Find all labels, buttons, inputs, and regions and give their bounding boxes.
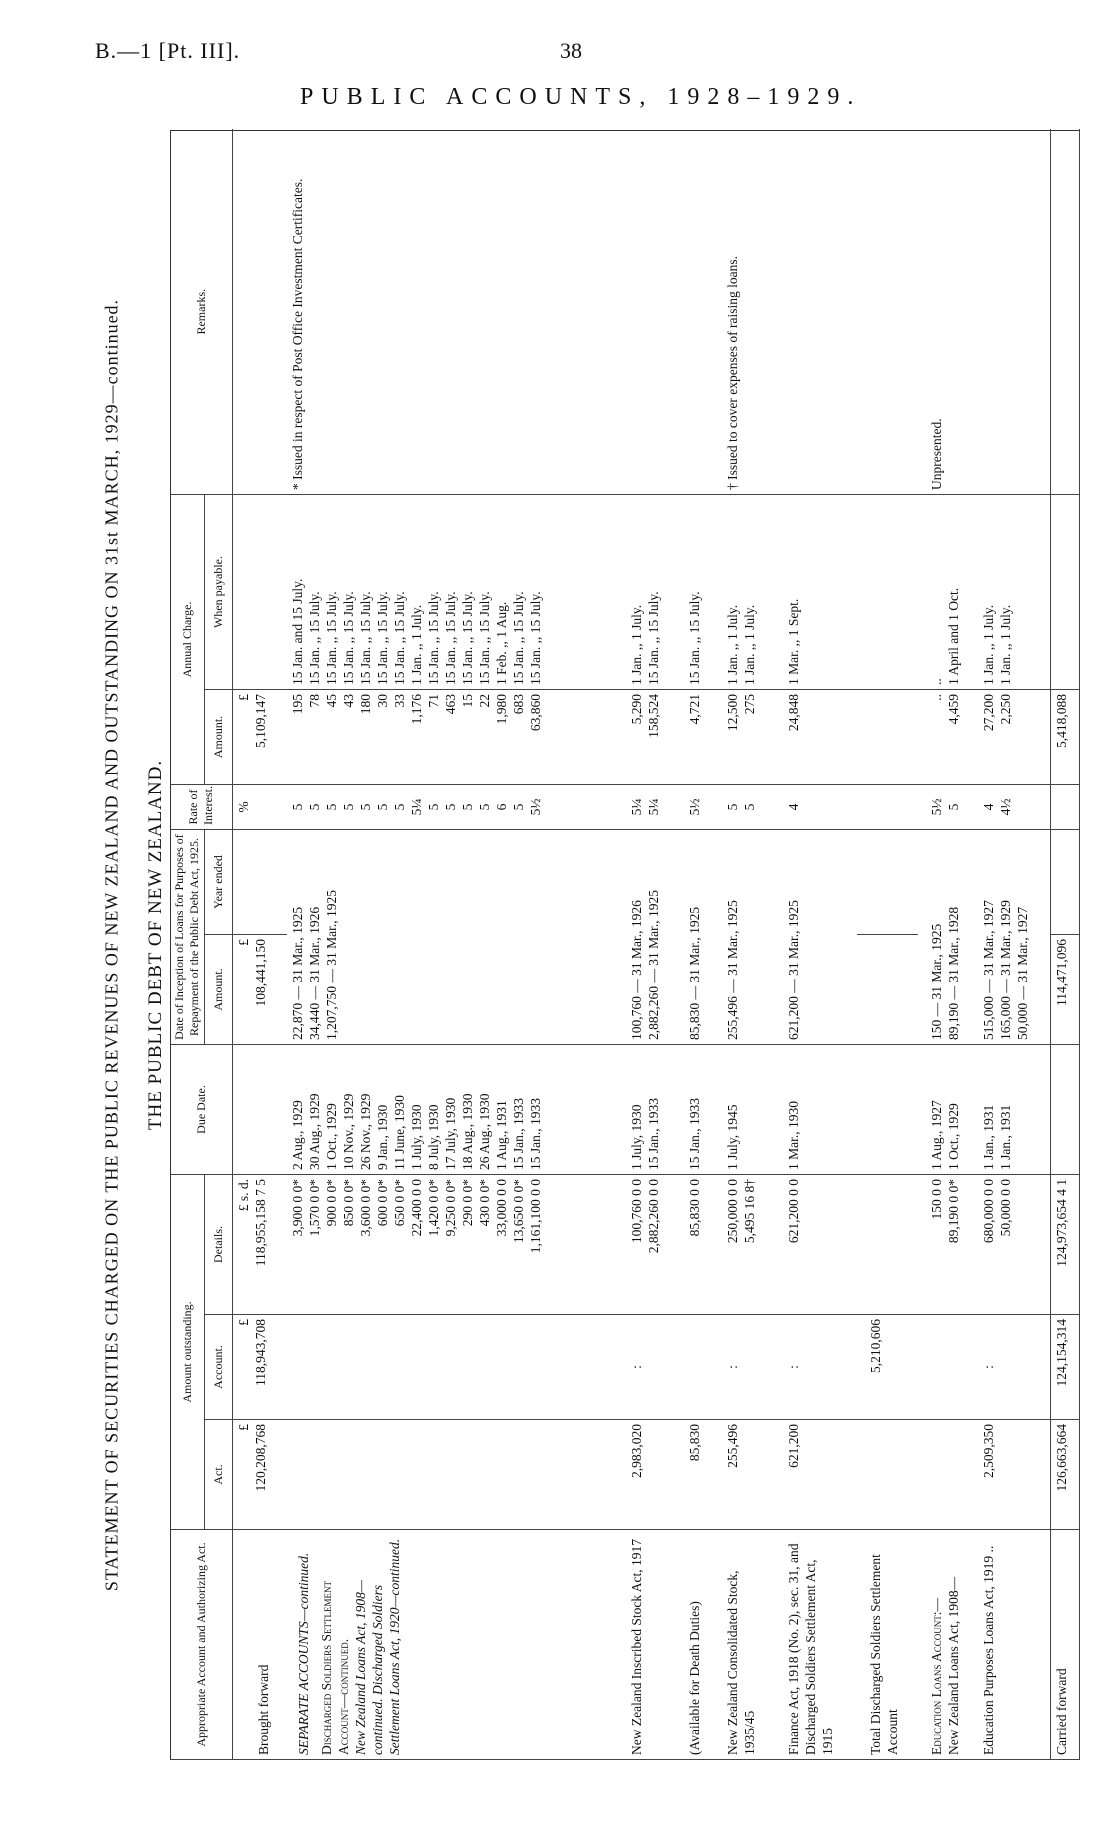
edu-payable [918, 494, 978, 689]
rate-unit-cell [233, 784, 287, 829]
list-item: 5½ [527, 798, 543, 816]
list-item: 43 [340, 693, 356, 708]
list-item: 650 0 0* [391, 1179, 407, 1227]
consol-label: New Zealand Consolidated Stock, 1935/45 [714, 1530, 774, 1760]
list-item: 1,980 [493, 693, 509, 725]
carried-acct: 124,154,314 [1051, 1315, 1080, 1420]
col-annual: Annual Charge. [170, 494, 205, 784]
page-title: PUBLIC ACCOUNTS, 1928–1929. [300, 84, 862, 110]
list-item: 5½ [928, 798, 944, 816]
list-item: 6 [493, 803, 509, 811]
list-item: 27,200 [980, 693, 996, 732]
empty-cell [918, 1420, 978, 1530]
table-row [857, 129, 917, 1759]
edupur-due [978, 1045, 1051, 1175]
finance-acct: : [775, 1315, 858, 1420]
list-item: 11 June, 1930 [391, 1095, 407, 1170]
list-item: 1,420 0 0* [425, 1179, 441, 1237]
unit: £ [236, 1319, 251, 1326]
col-remarks: Remarks. [170, 129, 233, 494]
empty-cell [857, 689, 917, 784]
consol-rate [714, 784, 774, 829]
edu-inc [918, 829, 978, 1044]
list-item: 50,000 0 0 [997, 1179, 1013, 1237]
death-act: 85,830 [676, 1420, 714, 1530]
list-item: 17 July, 1930 [442, 1097, 458, 1170]
death-details: 85,830 0 0 [676, 1175, 714, 1315]
dssa-payable [287, 494, 627, 689]
death-rate: 5½ [676, 784, 714, 829]
death-inc: 85,830 — 31 Mar., 1925 [676, 829, 714, 1044]
list-item: .. [928, 693, 944, 701]
finance-due: 1 Mar., 1930 [775, 1045, 858, 1175]
carried-details: 124,973,654 4 1 [1051, 1175, 1080, 1315]
list-item: 15 Jan. ,, 15 July. [646, 591, 662, 685]
empty-cell [857, 935, 917, 1045]
unit: % [236, 801, 251, 813]
dssa-details [287, 1175, 627, 1315]
unit: £ [236, 1424, 251, 1431]
brought-act: 120,208,768 [253, 1424, 268, 1492]
list-item: 18 Aug., 1930 [459, 1093, 475, 1170]
debt-table-rotated [170, 130, 1080, 1760]
page-number: 38 [560, 38, 582, 63]
list-item: 5 [374, 803, 390, 811]
dssa-rate [287, 784, 627, 829]
nzisa-inc [626, 829, 676, 1044]
edupur-acct: : [978, 1315, 1051, 1420]
list-item: 5 [357, 803, 373, 811]
list-item: 15 Jan. ,, 15 July. [425, 591, 441, 685]
carried-inc: 114,471,096 [1051, 935, 1080, 1045]
unit: £ [236, 1204, 251, 1212]
dssa-label-cell [287, 1530, 627, 1760]
death-payable: 15 Jan. ,, 15 July. [676, 494, 714, 689]
list-item: 195 [289, 693, 305, 715]
empty-cell [233, 494, 287, 689]
brought-act-cell [233, 1420, 287, 1530]
dssa-due [287, 1045, 627, 1175]
list-item: 2,250 [997, 693, 1013, 725]
list-item: 5 [425, 803, 441, 811]
list-item: 15 Jan. ,, 15 July. [374, 591, 390, 685]
list-item: 22,870 — 31 Mar., 1925 [289, 906, 305, 1040]
nzisa-acct: : [626, 1315, 676, 1420]
dssa-acts: New Zealand Loans Act, 1908—continued. Discharged Soldiers Settlement Loans Act, 1920—continued. [352, 1538, 402, 1755]
empty-cell [857, 1420, 917, 1530]
death-due: 15 Jan., 1933 [676, 1045, 714, 1175]
list-item: 3,900 0 0* [289, 1179, 305, 1237]
list-item: 1 Jan. ,, 1 July. [980, 604, 996, 685]
list-item: 15 Jan. ,, 15 July. [510, 591, 526, 685]
col-outstanding: Amount outstanding. [170, 1175, 205, 1530]
list-item: 1,176 [408, 693, 424, 725]
carried-annual: 5,418,088 [1051, 689, 1080, 784]
list-item: 275 [742, 693, 758, 715]
list-item: 515,000 — 31 Mar., 1927 [980, 900, 996, 1040]
list-item: 250,000 0 0 [725, 1179, 741, 1244]
consol-payable [714, 494, 774, 689]
empty-cell [857, 129, 917, 494]
brought-annual: 5,109,147 [253, 693, 268, 748]
empty-cell [857, 1175, 917, 1315]
dssa-inc [287, 829, 627, 1044]
list-item: 1 July, 1930 [408, 1104, 424, 1170]
empty-cell [1051, 829, 1080, 934]
edupur-annual [978, 689, 1051, 784]
remark-unpresented: Unpresented. [918, 129, 978, 494]
empty-cell [233, 829, 287, 934]
finance-inc: 621,200 — 31 Mar., 1925 [775, 829, 858, 1044]
list-item: 1 Jan. ,, 1 July. [742, 604, 758, 685]
total-dss-acct: 5,210,606 [857, 1315, 917, 1420]
unit: £ [236, 693, 251, 701]
consol-details [714, 1175, 774, 1315]
list-item: 5 [945, 803, 961, 811]
list-item: 5¼ [408, 798, 424, 816]
empty-cell [233, 1045, 287, 1175]
brought-inc: 108,441,150 [253, 939, 268, 1007]
col-ann-amount: Amount. [205, 689, 233, 784]
list-item: 3,600 0 0* [357, 1179, 373, 1237]
nzisa-due [626, 1045, 676, 1175]
list-item: 1,570 0 0* [306, 1179, 322, 1237]
edu-details [918, 1175, 978, 1315]
list-item: 13,650 0 0* [510, 1179, 526, 1244]
col-account: Appropriate Account and Authorizing Act. [170, 1530, 233, 1760]
remark-raising: † Issued to cover expenses of raising loans. [714, 129, 774, 494]
empty-cell [1051, 1045, 1080, 1175]
col-act: Act. [205, 1420, 233, 1530]
list-item: 2,882,260 0 0 [646, 1179, 662, 1254]
empty-cell [857, 494, 917, 689]
col-inception: Date of Inception of Loans for Purposes of Repayment of the Public Debt Act, 1925. [170, 829, 205, 1044]
list-item: 9,250 0 0* [442, 1179, 458, 1237]
list-item: 1 July, 1930 [629, 1104, 645, 1170]
list-item: 2,882,260 — 31 Mar., 1925 [646, 890, 662, 1040]
consol-annual [714, 689, 774, 784]
list-item: 1 Jan. ,, 1 July. [629, 604, 645, 685]
dssa-annual [287, 689, 627, 784]
nzisa-details [626, 1175, 676, 1315]
list-item: 180 [357, 693, 373, 715]
consol-act: 255,496 [714, 1420, 774, 1530]
list-item: 100,760 — 31 Mar., 1926 [629, 900, 645, 1040]
table-row [626, 129, 676, 1759]
list-item: 683 [510, 693, 526, 715]
report-reference: B.—1 [Pt. III]. [95, 38, 241, 63]
debt-table [170, 129, 1080, 1760]
list-item: 15 Jan. ,, 15 July. [476, 591, 492, 685]
list-item: 15 Jan., 1933 [510, 1098, 526, 1170]
list-item: 5 [725, 803, 741, 811]
edu-rate [918, 784, 978, 829]
list-item: 89,190 0 0* [945, 1179, 961, 1244]
list-item: 5 [476, 803, 492, 811]
debt-title: THE PUBLIC DEBT OF NEW ZEALAND. [145, 759, 166, 1131]
list-item: 15 Jan. ,, 15 July. [306, 591, 322, 685]
list-item: 12,500 [725, 693, 741, 732]
list-item: 1 Aug., 1927 [928, 1100, 944, 1170]
list-item: 34,440 — 31 Mar., 1926 [306, 906, 322, 1040]
list-item: 5 [459, 803, 475, 811]
edupur-rate [978, 784, 1051, 829]
list-item: 5 [306, 803, 322, 811]
unit-sd: s. d. [236, 1179, 251, 1202]
edupur-label: Education Purposes Loans Act, 1919 .. [978, 1530, 1051, 1760]
list-item: 1 Aug., 1931 [493, 1100, 509, 1170]
list-item: .. [928, 678, 944, 685]
empty-cell [287, 1420, 627, 1530]
brought-details: 118,955,158 7 5 [253, 1179, 268, 1267]
empty-cell [1051, 784, 1080, 829]
list-item: 1 Oct., 1929 [945, 1103, 961, 1170]
list-item: 5 [510, 803, 526, 811]
nzisa-payable [626, 494, 676, 689]
list-item: 4 [980, 803, 996, 811]
brought-label: Brought forward [233, 1530, 287, 1760]
empty-cell [978, 129, 1051, 494]
col-acct: Account. [205, 1315, 233, 1420]
list-item: 1 Jan. ,, 1 July. [408, 604, 424, 685]
list-item: 4,459 [945, 693, 961, 725]
col-rate: Rate of Interest. [170, 784, 233, 829]
finance-act: 621,200 [775, 1420, 858, 1530]
carried-label: Carried forward [1051, 1530, 1080, 1760]
col-inc-amount: Amount. [205, 935, 233, 1045]
list-item: 15 Jan. ,, 15 July. [459, 591, 475, 685]
list-item: 15 Jan. and 15 July. [289, 578, 305, 685]
unit: £ [236, 939, 251, 946]
list-item: 1 Feb. ,, 1 Aug. [493, 601, 509, 685]
finance-label: Finance Act, 1918 (No. 2), sec. 31, and Discharged Soldiers Settlement Act, 1915 [775, 1530, 858, 1760]
list-item: 5 [323, 803, 339, 811]
list-item: 5 [391, 803, 407, 811]
list-item: 430 0 0* [476, 1179, 492, 1227]
edupur-act: 2,509,350 [978, 1420, 1051, 1530]
finance-details: 621,200 0 0 [775, 1175, 858, 1315]
remark-post-office: * Issued in respect of Post Office Investment Certificates. [287, 129, 627, 494]
empty-cell [918, 1315, 978, 1420]
death-label: (Available for Death Duties) [676, 1530, 714, 1760]
list-item: 15 Jan., 1933 [527, 1098, 543, 1170]
list-item: 15 Jan., 1933 [646, 1098, 662, 1170]
edupur-details [978, 1175, 1051, 1315]
list-item: 9 Jan., 1930 [374, 1104, 390, 1170]
carried-act: 126,663,664 [1051, 1420, 1080, 1530]
statement-title: STATEMENT OF SECURITIES CHARGED ON THE PUBLIC REVENUES OF NEW ZEALAND AND OUTSTANDING ON 31st MARCH, 1929—continued. [101, 298, 122, 1592]
empty-cell [857, 784, 917, 829]
table-row [775, 129, 858, 1759]
list-item: 50,000 — 31 Mar., 1927 [1014, 906, 1030, 1040]
list-item: 680,000 0 0 [980, 1179, 996, 1244]
empty-cell [287, 1315, 627, 1420]
list-item: 78 [306, 693, 322, 708]
list-item: 71 [425, 693, 441, 708]
death-annual: 4,721 [676, 689, 714, 784]
table-row [714, 129, 774, 1759]
edu-label: Education Loans Account:— [928, 1597, 944, 1755]
table-row [676, 129, 714, 1759]
edupur-payable [978, 494, 1051, 689]
empty-cell [857, 829, 917, 934]
consol-due: 1 July, 1945 [714, 1045, 774, 1175]
col-payable: When payable. [205, 494, 233, 689]
list-item: 5 [289, 803, 305, 811]
list-item: 1 Jan. ,, 1 July. [997, 604, 1013, 685]
list-item: 5¼ [629, 798, 645, 816]
empty-cell [626, 129, 676, 494]
list-item: 15 Jan. ,, 15 July. [340, 591, 356, 685]
table-row [1051, 129, 1080, 1759]
finance-rate: 4 [775, 784, 858, 829]
list-item: 1,161,100 0 0 [527, 1179, 543, 1254]
empty-cell [857, 1045, 917, 1175]
list-item: 5 [742, 803, 758, 811]
list-item: 463 [442, 693, 458, 715]
edu-annual [918, 689, 978, 784]
list-item: 1 Oct., 1929 [323, 1103, 339, 1170]
list-item: 15 Jan. ,, 15 July. [391, 591, 407, 685]
list-item: 22,400 0 0 [408, 1179, 424, 1237]
list-item: 158,524 [646, 693, 662, 738]
list-item: 30 Aug., 1929 [306, 1093, 322, 1170]
table-row [233, 129, 287, 1759]
empty-cell [1051, 494, 1080, 689]
edupur-inc [978, 829, 1051, 1044]
brought-annual-cell [233, 689, 287, 784]
list-item: 900 0 0* [323, 1179, 339, 1227]
list-item: 5 [340, 803, 356, 811]
list-item: 1 Jan., 1931 [980, 1104, 996, 1170]
empty-cell [1051, 129, 1080, 494]
list-item: 10 Nov., 1929 [340, 1093, 356, 1170]
list-item: 63,860 [527, 693, 543, 732]
list-item: 15 Jan. ,, 15 July. [323, 591, 339, 685]
list-item: 89,190 — 31 Mar., 1928 [945, 906, 961, 1040]
table-row [918, 129, 978, 1759]
list-item: 165,000 — 31 Mar., 1929 [997, 900, 1013, 1040]
list-item: 290 0 0* [459, 1179, 475, 1227]
list-item: 850 0 0* [340, 1179, 356, 1227]
side-titles [98, 130, 170, 1760]
list-item: 1 Jan. ,, 1 July. [725, 604, 741, 685]
list-item: 45 [323, 693, 339, 708]
list-item: 15 Jan. ,, 15 July. [442, 591, 458, 685]
list-item: 150 — 31 Mar., 1925 [928, 923, 944, 1040]
table-row [978, 129, 1051, 1759]
list-item: 1,207,750 — 31 Mar., 1925 [323, 890, 339, 1040]
list-item: 26 Aug., 1930 [476, 1093, 492, 1170]
list-item: 2 Aug., 1929 [289, 1100, 305, 1170]
nzisa-act: 2,983,020 [626, 1420, 676, 1530]
list-item: 15 Jan. ,, 15 July. [527, 591, 543, 685]
list-item: 600 0 0* [374, 1179, 390, 1227]
list-item: 5,495 16 8† [742, 1179, 758, 1244]
edu-due [918, 1045, 978, 1175]
total-dss-label: Total Discharged Soldiers Settlement Account [857, 1530, 917, 1760]
empty-cell [676, 129, 714, 494]
list-item: 100,760 0 0 [629, 1179, 645, 1244]
list-item: 5 [442, 803, 458, 811]
nzisa-label: New Zealand Inscribed Stock Act, 1917 [626, 1530, 676, 1760]
brought-acct: 118,943,708 [253, 1319, 268, 1386]
empty-cell [775, 129, 858, 494]
list-item: 150 0 0 [928, 1179, 944, 1220]
list-item: 15 Jan. ,, 15 July. [357, 591, 373, 685]
brought-details-cell [233, 1175, 287, 1315]
list-item: 26 Nov., 1929 [357, 1093, 373, 1170]
list-item: 33 [391, 693, 407, 708]
edu-act-label: New Zealand Loans Act, 1908— [945, 1576, 961, 1755]
consol-inc: 255,496 — 31 Mar., 1925 [714, 829, 774, 1044]
brought-acct-cell [233, 1315, 287, 1420]
separate-heading: SEPARATE ACCOUNTS—continued. [295, 1552, 311, 1755]
list-item: 5,290 [629, 693, 645, 725]
edu-label-cell [918, 1530, 978, 1760]
list-item: 33,000 0 0 [493, 1179, 509, 1237]
consol-acct: : [714, 1315, 774, 1420]
finance-payable: 1 Mar. ,, 1 Sept. [775, 494, 858, 689]
list-item: 30 [374, 693, 390, 708]
nzisa-annual [626, 689, 676, 784]
list-item: 1 April and 1 Oct. [945, 587, 961, 685]
list-item: 15 [459, 693, 475, 708]
col-due: Due Date. [170, 1045, 233, 1175]
list-item: 22 [476, 693, 492, 708]
list-item: 4½ [997, 798, 1013, 816]
table-row [287, 129, 627, 1759]
list-item: 5¼ [646, 798, 662, 816]
list-item: 1 Jan., 1931 [997, 1104, 1013, 1170]
nzisa-rate [626, 784, 676, 829]
col-inc-year: Year ended [205, 829, 233, 934]
col-details: Details. [205, 1175, 233, 1315]
empty-cell [676, 1315, 714, 1420]
empty-cell [233, 129, 287, 494]
list-item: 8 July, 1930 [425, 1104, 441, 1170]
finance-annual: 24,848 [775, 689, 858, 784]
dssa-label: Discharged Soldiers Settlement Account—continued. [318, 1580, 351, 1755]
brought-inc-cell [233, 935, 287, 1045]
